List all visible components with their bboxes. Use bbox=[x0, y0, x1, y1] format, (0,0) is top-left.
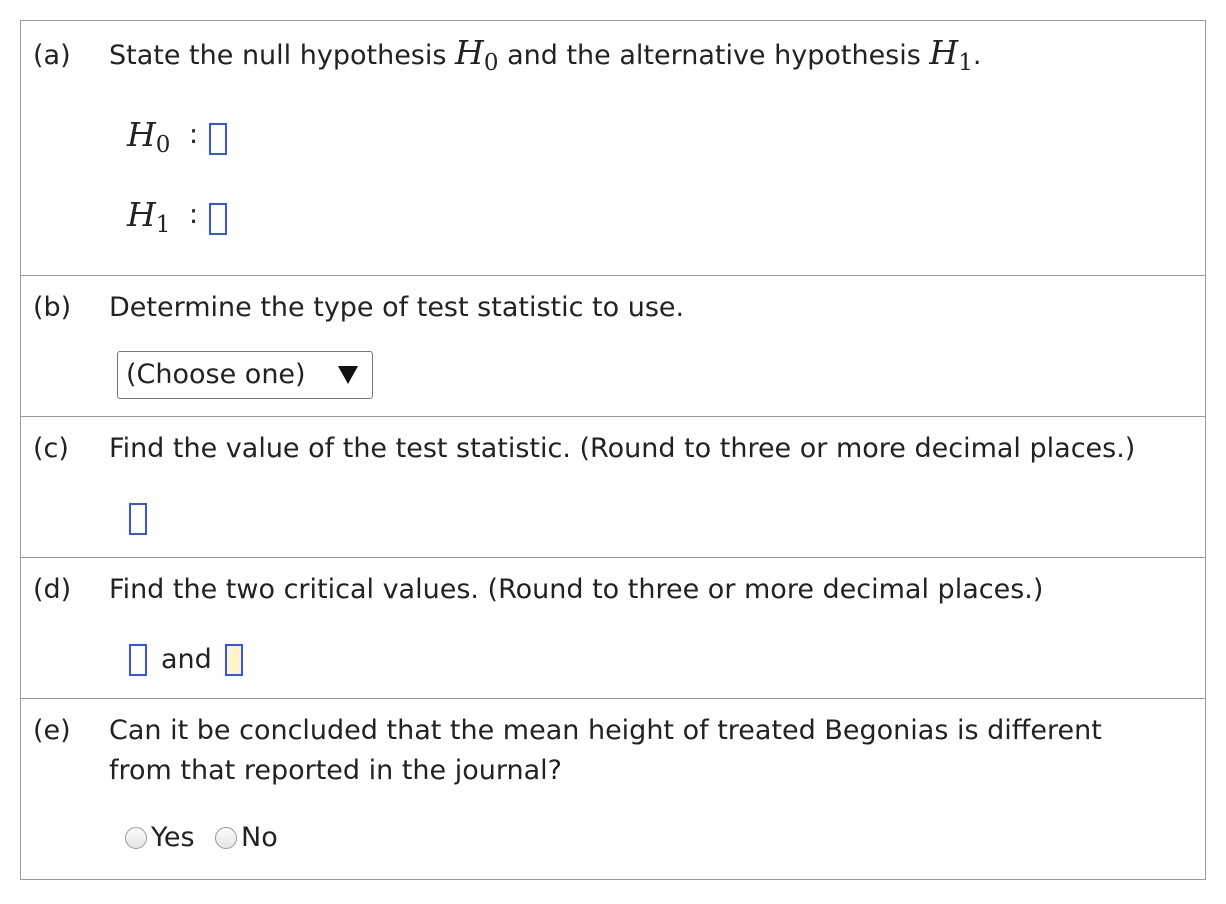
yes-radio[interactable] bbox=[125, 827, 147, 849]
part-label-d: (d) bbox=[33, 574, 72, 605]
question-a-text-before: State the null hypothesis bbox=[109, 40, 447, 71]
and-label: and bbox=[161, 644, 212, 675]
question-d bbox=[33, 570, 1043, 610]
section-a bbox=[21, 21, 1205, 276]
h1-inline: $H_1$ bbox=[929, 33, 973, 76]
part-label-b: (b) bbox=[33, 292, 72, 323]
h1-colon: : bbox=[189, 199, 199, 230]
part-label-c: (c) bbox=[33, 433, 69, 464]
h0-inline: $H_0$ bbox=[455, 33, 499, 76]
h0-colon: : bbox=[189, 119, 199, 150]
question-a-text-middle: and the alternative hypothesis bbox=[507, 40, 921, 71]
question-e bbox=[33, 711, 1102, 751]
no-radio[interactable] bbox=[215, 827, 237, 849]
no-label[interactable]: No bbox=[241, 822, 278, 853]
critical-value-1-input[interactable] bbox=[129, 644, 147, 676]
question-a bbox=[33, 33, 981, 77]
section-d bbox=[21, 558, 1205, 699]
h0-input[interactable] bbox=[209, 123, 227, 155]
test-statistic-select[interactable] bbox=[117, 351, 373, 399]
h1-symbol: $H_1$ bbox=[127, 195, 171, 238]
question-b-text: Determine the type of test statistic to use. bbox=[109, 292, 685, 323]
question-c bbox=[33, 429, 1135, 469]
question-a-text-end: . bbox=[972, 40, 982, 71]
section-e bbox=[21, 699, 1205, 880]
part-label-a: (a) bbox=[33, 40, 71, 71]
select-value: (Choose one) bbox=[126, 359, 306, 390]
section-c bbox=[21, 417, 1205, 558]
question-e-text-line1: Can it be concluded that the mean height of treated Begonias is different bbox=[109, 715, 1102, 746]
section-b bbox=[21, 276, 1205, 417]
test-statistic-input[interactable] bbox=[129, 503, 147, 535]
yes-label[interactable]: Yes bbox=[151, 822, 195, 853]
part-label-e: (e) bbox=[33, 715, 71, 746]
question-a-text bbox=[109, 33, 981, 77]
question-panel bbox=[20, 20, 1206, 880]
h0-symbol: $H_0$ bbox=[127, 115, 171, 158]
question-d-text: Find the two critical values. (Round to three or more decimal places.) bbox=[109, 574, 1044, 605]
dropdown-arrow-icon bbox=[338, 366, 358, 384]
question-e-text-line2: from that reported in the journal? bbox=[109, 755, 562, 786]
critical-value-2-input[interactable] bbox=[225, 644, 243, 676]
question-e-line2 bbox=[109, 751, 562, 791]
question-c-text: Find the value of the test statistic. (Round to three or more decimal places.) bbox=[109, 433, 1136, 464]
h1-input[interactable] bbox=[209, 203, 227, 235]
question-b bbox=[33, 288, 684, 328]
